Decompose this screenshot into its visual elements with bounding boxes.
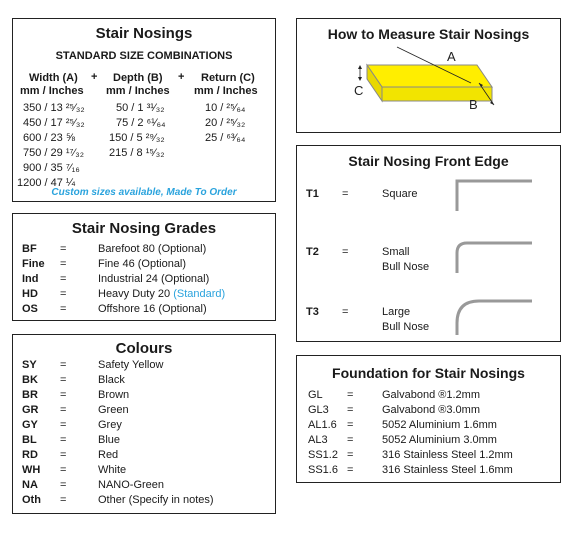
edge-name: Square bbox=[382, 188, 418, 200]
colour-equals: = bbox=[60, 449, 67, 461]
depth-value: 75 / 2 ⁶¹⁄₆₄ bbox=[116, 117, 166, 129]
grade-code: HD bbox=[22, 288, 38, 300]
edge-name-line2: Bull Nose bbox=[382, 321, 430, 333]
colour-desc: Green bbox=[98, 404, 129, 416]
depth-unit: mm / Inches bbox=[106, 85, 170, 97]
foundation-equals: = bbox=[347, 419, 354, 431]
colour-code: NA bbox=[22, 479, 38, 491]
width-value: 750 / 29 ¹⁷⁄₃₂ bbox=[23, 147, 85, 159]
colour-desc: Blue bbox=[98, 434, 121, 446]
colour-desc: Safety Yellow bbox=[98, 359, 164, 371]
measure-title: How to Measure Stair Nosings bbox=[327, 26, 530, 42]
foundation-desc: Galvabond ®1.2mm bbox=[382, 389, 480, 401]
grades-panel bbox=[12, 213, 276, 321]
grade-code: OS bbox=[22, 303, 38, 315]
width-value: 900 / 35 ⁷⁄₁₆ bbox=[23, 162, 80, 174]
foundation-equals: = bbox=[347, 404, 354, 416]
front-edge-panel bbox=[296, 145, 561, 342]
grade-equals: = bbox=[60, 273, 67, 285]
colour-equals: = bbox=[60, 434, 67, 446]
colour-desc: Red bbox=[98, 449, 119, 461]
foundation-equals: = bbox=[347, 449, 354, 461]
grade-desc-text: Heavy Duty 20 bbox=[98, 288, 174, 300]
colour-code: BR bbox=[22, 389, 38, 401]
grade-equals: = bbox=[60, 303, 67, 315]
foundation-code: SS1.6 bbox=[308, 464, 338, 476]
colour-code: SY bbox=[22, 359, 37, 371]
colour-equals: = bbox=[60, 464, 67, 476]
colour-code: Oth bbox=[22, 494, 41, 506]
colour-desc: Black bbox=[98, 374, 125, 386]
depth-header: Depth (B) bbox=[113, 72, 163, 84]
grade-code: BF bbox=[22, 243, 37, 255]
colours-panel bbox=[12, 334, 276, 514]
standard-badge: (Standard) bbox=[173, 288, 226, 300]
colour-desc: Brown bbox=[98, 389, 130, 401]
stair-nosing-diagram bbox=[297, 43, 560, 133]
colour-desc: NANO-Green bbox=[98, 479, 165, 491]
nosing-top-face bbox=[367, 65, 492, 87]
measure-panel bbox=[296, 18, 561, 133]
grade-desc: Barefoot 80 (Optional) bbox=[98, 243, 207, 255]
foundation-equals: = bbox=[347, 434, 354, 446]
return-value: 10 / ²⁵⁄₆₄ bbox=[205, 102, 246, 114]
foundation-code: SS1.2 bbox=[308, 449, 338, 461]
width-header: Width (A) bbox=[29, 72, 78, 84]
width-value: 350 / 13 ²⁵⁄₃₂ bbox=[23, 102, 85, 114]
foundation-code: GL3 bbox=[308, 404, 329, 416]
foundation-code: AL1.6 bbox=[308, 419, 337, 431]
grade-desc: Industrial 24 (Optional) bbox=[98, 273, 210, 285]
edge-equals: = bbox=[342, 188, 349, 200]
colour-equals: = bbox=[60, 479, 67, 491]
colour-code: GR bbox=[22, 404, 39, 416]
colour-code: GY bbox=[22, 419, 38, 431]
grade-equals: = bbox=[60, 288, 67, 300]
return-header: Return (C) bbox=[201, 72, 255, 84]
grade-desc: Offshore 16 (Optional) bbox=[98, 303, 207, 315]
grade-code: Fine bbox=[22, 258, 45, 270]
width-value: 1200 / 47 ¼ bbox=[17, 177, 76, 189]
colour-code: RD bbox=[22, 449, 38, 461]
return-unit: mm / Inches bbox=[194, 85, 258, 97]
edge-equals: = bbox=[342, 246, 349, 258]
foundation-code: GL bbox=[308, 389, 323, 401]
edge-name: Small bbox=[382, 246, 410, 258]
foundation-title: Foundation for Stair Nosings bbox=[332, 365, 525, 381]
colour-equals: = bbox=[60, 419, 67, 431]
width-value: 450 / 17 ²⁵⁄₃₂ bbox=[23, 117, 85, 129]
sizes-subtitle: STANDARD SIZE COMBINATIONS bbox=[55, 50, 233, 62]
depth-value: 150 / 5 ²⁹⁄₃₂ bbox=[109, 132, 165, 144]
colour-desc: Grey bbox=[98, 419, 122, 431]
return-value: 25 / ⁶³⁄₆₄ bbox=[205, 132, 246, 144]
colour-equals: = bbox=[60, 374, 67, 386]
large-bull-nose-profile-icon bbox=[453, 298, 535, 338]
edge-code: T2 bbox=[306, 246, 319, 258]
colour-desc: Other (Specify in notes) bbox=[98, 494, 214, 506]
width-value: 600 / 23 ⅝ bbox=[23, 132, 75, 144]
foundation-equals: = bbox=[347, 389, 354, 401]
colour-equals: = bbox=[60, 494, 67, 506]
colours-title: Colours bbox=[115, 340, 173, 357]
foundation-panel bbox=[296, 355, 561, 483]
grade-equals: = bbox=[60, 258, 67, 270]
depth-value: 215 / 8 ¹⁵⁄₃₂ bbox=[109, 147, 165, 159]
front-edge-title: Stair Nosing Front Edge bbox=[348, 153, 509, 169]
sizes-title: Stair Nosings bbox=[95, 25, 193, 42]
edge-equals: = bbox=[342, 306, 349, 318]
dimension-b-label: B bbox=[469, 97, 478, 112]
depth-value: 50 / 1 ³¹⁄₃₂ bbox=[116, 102, 165, 114]
plus-sign-2: + bbox=[178, 71, 185, 83]
edge-code: T3 bbox=[306, 306, 319, 318]
plus-sign-1: + bbox=[91, 71, 98, 83]
dimension-a-label: A bbox=[447, 49, 456, 64]
colour-equals: = bbox=[60, 389, 67, 401]
custom-sizes-note: Custom sizes available, Made To Order bbox=[51, 187, 237, 198]
small-bull-nose-profile-icon bbox=[453, 240, 535, 276]
colour-equals: = bbox=[60, 359, 67, 371]
foundation-desc: Galvabond ®3.0mm bbox=[382, 404, 480, 416]
square-edge-profile-icon bbox=[453, 178, 535, 214]
colour-code: WH bbox=[22, 464, 41, 476]
colour-code: BL bbox=[22, 434, 37, 446]
dimension-c-label: C bbox=[354, 83, 364, 98]
width-unit: mm / Inches bbox=[20, 85, 84, 97]
foundation-equals: = bbox=[347, 464, 354, 476]
edge-name: Large bbox=[382, 306, 411, 318]
grade-code: Ind bbox=[22, 273, 39, 285]
edge-code: T1 bbox=[306, 188, 319, 200]
grade-equals: = bbox=[60, 243, 67, 255]
grade-desc bbox=[98, 288, 225, 300]
return-value: 20 / ²⁵⁄₃₂ bbox=[205, 117, 246, 129]
colour-desc: White bbox=[98, 464, 127, 476]
colour-code: BK bbox=[22, 374, 38, 386]
edge-name-line2: Bull Nose bbox=[382, 261, 430, 273]
foundation-desc: 316 Stainless Steel 1.2mm bbox=[382, 449, 513, 461]
foundation-desc: 5052 Aluminium 1.6mm bbox=[382, 419, 497, 431]
foundation-desc: 316 Stainless Steel 1.6mm bbox=[382, 464, 513, 476]
colour-equals: = bbox=[60, 404, 67, 416]
grades-title: Stair Nosing Grades bbox=[71, 220, 217, 237]
grade-desc: Fine 46 (Optional) bbox=[98, 258, 187, 270]
foundation-desc: 5052 Aluminium 3.0mm bbox=[382, 434, 497, 446]
foundation-code: AL3 bbox=[308, 434, 328, 446]
sizes-panel bbox=[12, 18, 276, 202]
